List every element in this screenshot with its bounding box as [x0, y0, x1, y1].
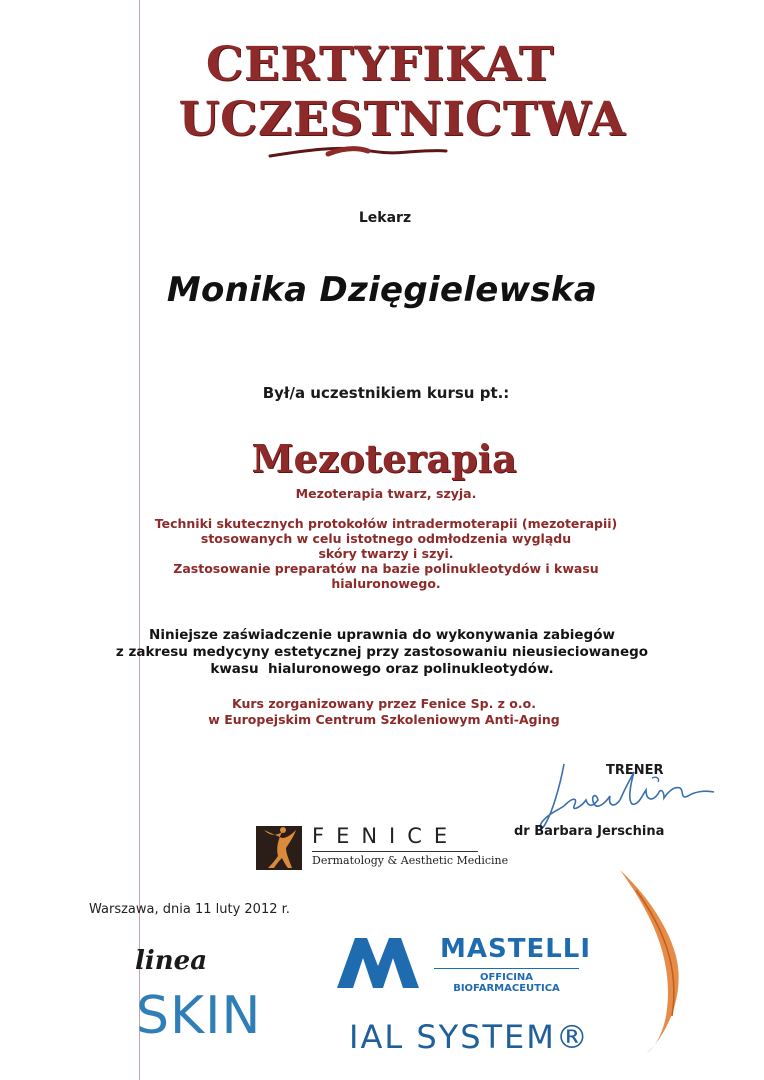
ial-system-logo: IAL SYSTEM® [349, 1018, 590, 1056]
participant-role: Lekarz [358, 210, 412, 226]
course-description [4, 516, 764, 591]
certificate-title-line1: CERTYFIKAT [205, 37, 555, 92]
title-flourish [268, 142, 448, 162]
course-intro: Był/a uczestnikiem kursu pt.: [262, 384, 510, 402]
description-line: Techniki skutecznych protokołów intradermoterapii (mezoterapii) [154, 516, 618, 531]
organizer-statement [2, 696, 764, 728]
authorization-line: z zakresu medycyny estetycznej przy zastosowaniu nieusieciowanego [115, 644, 649, 660]
fenice-divider [312, 851, 478, 852]
authorization-line: kwasu hialuronowego oraz polinukleotydów. [210, 661, 554, 677]
trainer-name: dr Barbara Jerschina [514, 824, 665, 839]
course-title: Mezoterapia [251, 436, 517, 481]
organizer-line: w Europejskim Centrum Szkoleniowym Anti-Aging [208, 712, 560, 727]
fenice-name: FENICE [312, 824, 460, 848]
description-line: Zastosowanie preparatów na bazie polinukleotydów i kwasu [173, 561, 599, 576]
fenice-logo [256, 824, 509, 872]
fenice-emblem [256, 826, 302, 870]
course-subtitle: Mezoterapia twarz, szyja. [295, 486, 477, 501]
authorization-line: Niniejsze zaświadczenie uprawnia do wykonywania zabiegów [149, 627, 615, 643]
figure-icon [256, 826, 302, 870]
authorization-statement [0, 627, 764, 678]
decorative-swoosh [606, 866, 716, 1056]
linea-logo-text: linea [135, 946, 208, 976]
description-line: skóry twarzy i szyi. [318, 546, 454, 561]
participant-name: Monika Dzięgielewska [166, 270, 598, 310]
mastelli-logo-mark [333, 932, 423, 990]
fenice-tagline: Dermatology & Aesthetic Medicine [312, 854, 509, 867]
certificate-title-line2: UCZESTNICTWA [178, 92, 626, 147]
description-line: hialuronowego. [331, 576, 441, 591]
organizer-line: Kurs zorganizowany przez Fenice Sp. z o.o. [232, 696, 536, 711]
place-and-date: Warszawa, dnia 11 luty 2012 r. [89, 902, 290, 917]
description-line: stosowanych w celu istotnego odmłodzenia wyglądu [200, 531, 572, 546]
mastelli-name: MASTELLI [440, 934, 592, 964]
skin-logo-text: SKIN [136, 986, 262, 1046]
trainer-label: TRENER [606, 763, 664, 778]
mastelli-tagline: OFFICINA BIOFARMACEUTICA [434, 968, 579, 994]
